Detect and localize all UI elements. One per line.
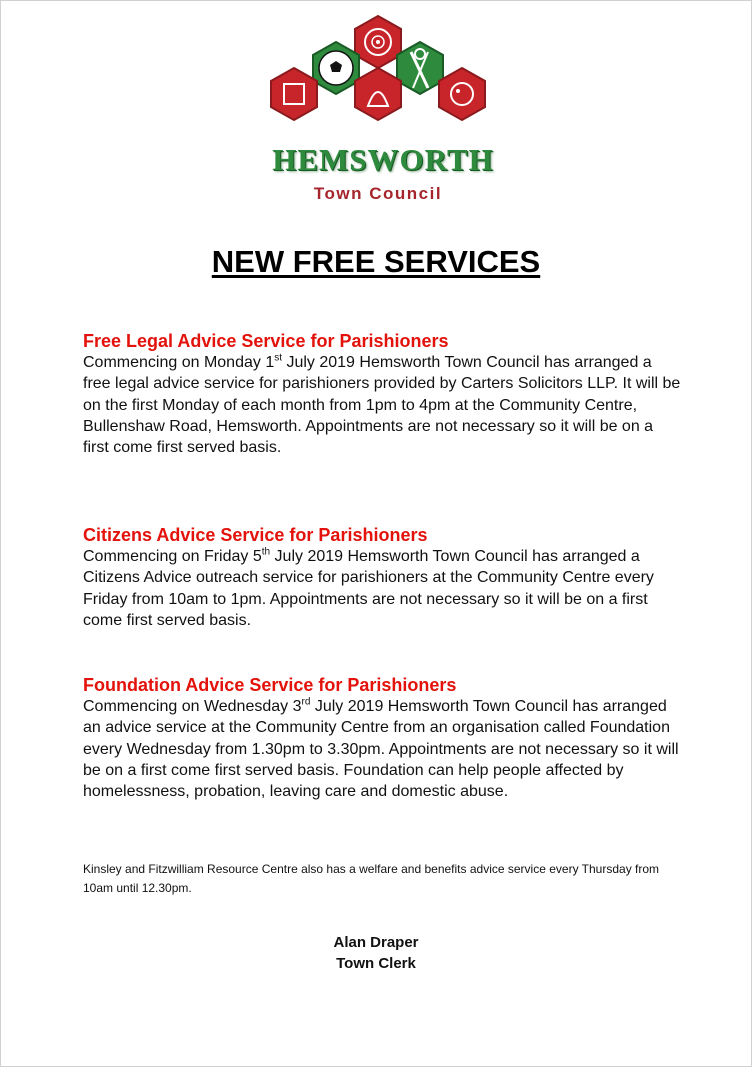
- signature-role: Town Clerk: [336, 955, 416, 972]
- logo-hexagons-graphic: [258, 14, 498, 142]
- resource-centre-note: Kinsley and Fitzwilliam Resource Centre also has a welfare and benefits advice service every Thursday from 10am until 12.30pm.: [83, 862, 660, 895]
- logo-wordmark: HEMSWORTH: [272, 142, 494, 177]
- section-citizens-advice: [83, 524, 683, 631]
- council-logo: [258, 14, 498, 203]
- section-foundation-advice: [83, 674, 683, 802]
- section-heading: Citizens Advice Service for Parishioners: [83, 525, 428, 545]
- logo-subtitle: Town Council: [313, 184, 443, 203]
- signature-name: Alan Draper: [333, 934, 419, 951]
- section-body: Commencing on Friday 5th July 2019 Hemsworth Town Council has arranged a Citizens Advice outreach service for parishioners at the Community Centre every Friday from 10am to 1pm. Appointments are not necessary so it will be on a first come first served basis.: [83, 546, 654, 629]
- section-heading: Free Legal Advice Service for Parishioners: [83, 331, 449, 351]
- page-title: NEW FREE SERVICES: [211, 244, 541, 279]
- section-body: Commencing on Wednesday 3rd July 2019 Hemsworth Town Council has arranged an advice service at the Community Centre from an organisation called Foundation every Wednesday from 1.30pm to 3.30pm. Appointments are not necessary so it will be on a first come first served basis. Foundation can help people affected by homelessness, probation, leaving care and domestic abuse.: [83, 696, 679, 801]
- section-heading: Foundation Advice Service for Parishioners: [83, 675, 457, 695]
- section-body: Commencing on Monday 1st July 2019 Hemsworth Town Council has arranged a free legal advice service for parishioners provided by Carters Solicitors LLP. It will be on the first Monday of each month from 1pm to 4pm at the Community Centre, Bullenshaw Road, Hemsworth. Appointments are not necessary so it will be on a first come first served basis.: [83, 352, 681, 457]
- section-legal-advice: [83, 330, 683, 458]
